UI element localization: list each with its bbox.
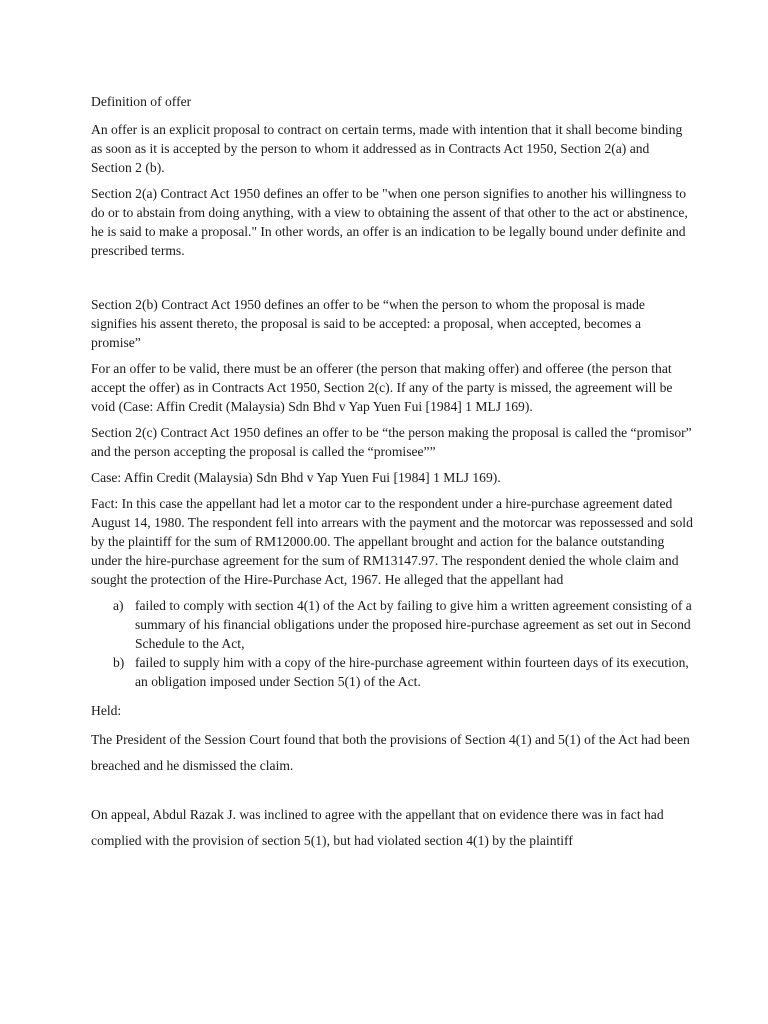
held-text: The President of the Session Court found that both the provisions of Section 4(1) and 5(1) of the Act had been breached and he dismissed the claim.	[91, 732, 690, 773]
held-label: Held:	[91, 703, 122, 718]
blank-line	[91, 782, 693, 802]
paragraph-section-2c: Section 2(c) Contract Act 1950 defines an offer to be “the person making the proposal is called the “promisor” and the person accepting the proposal is called the “promisee””	[91, 425, 692, 459]
paragraph-case-title: Case: Affin Credit (Malaysia) Sdn Bhd v Yap Yuen Fui [1984] 1 MLJ 169).	[91, 470, 501, 485]
allegations-list	[91, 596, 693, 691]
list-item-text: failed to supply him with a copy of the hire-purchase agreement within fourteen days of its execution, an obligation imposed under Section 5(1) of the Act.	[135, 655, 689, 689]
paragraph-case-fact: Fact: In this case the appellant had let a motor car to the respondent under a hire-purchase agreement dated August 14, 1980. The respondent fell into arrears with the payment and the motorcar was repossessed and sold by the plaintiff for the sum of RM12000.00. The appellant brought and action for the balance outstanding under the hire-purchase agreement for the sum of RM13147.97. The respondent denied the whole claim and sought the protection of the Hire-Purchase Act, 1967. He alleged that the appellant had	[91, 496, 693, 587]
document-page	[91, 92, 693, 857]
document-heading: Definition of offer	[91, 94, 192, 109]
list-item	[91, 596, 693, 653]
list-marker: b)	[113, 655, 125, 670]
blank-line	[91, 267, 693, 295]
list-item	[91, 653, 693, 691]
paragraph-offer-validity: For an offer to be valid, there must be an offerer (the person that making offer) and offeree (the person that accept the offer) as in Contracts Act 1950, Section 2(c). If any of the party is missed, the agreement will be void (Case: Affin Credit (Malaysia) Sdn Bhd v Yap Yuen Fui [1984] 1 MLJ 169).	[91, 361, 673, 414]
paragraph-section-2b: Section 2(b) Contract Act 1950 defines an offer to be “when the person to whom the proposal is made signifies his assent thereto, the proposal is said to be accepted: a proposal, when accepted, becomes a promise”	[91, 297, 645, 350]
list-item-text: failed to comply with section 4(1) of the Act by failing to give him a written agreement consisting of a summary of his financial obligations under the proposed hire-purchase agreement as set out in Second Schedule to the Act,	[135, 598, 692, 651]
appeal-text: On appeal, Abdul Razak J. was inclined to agree with the appellant that on evidence there was in fact had complied with the provision of section 5(1), but had violated section 4(1) by the plaintiff	[91, 807, 664, 848]
paragraph-offer-definition: An offer is an explicit proposal to contract on certain terms, made with intention that it shall become binding as soon as it is accepted by the person to whom it addressed as in Contracts Act 1950, Section 2(a) and Section 2 (b).	[91, 122, 683, 175]
paragraph-section-2a: Section 2(a) Contract Act 1950 defines an offer to be "when one person signifies to another his willingness to do or to abstain from doing anything, with a view to obtaining the assent of that other to the act or abstinence, he is said to make a proposal." In other words, an offer is an indication to be legally bound under definite and prescribed terms.	[91, 186, 688, 258]
list-marker: a)	[113, 598, 124, 613]
